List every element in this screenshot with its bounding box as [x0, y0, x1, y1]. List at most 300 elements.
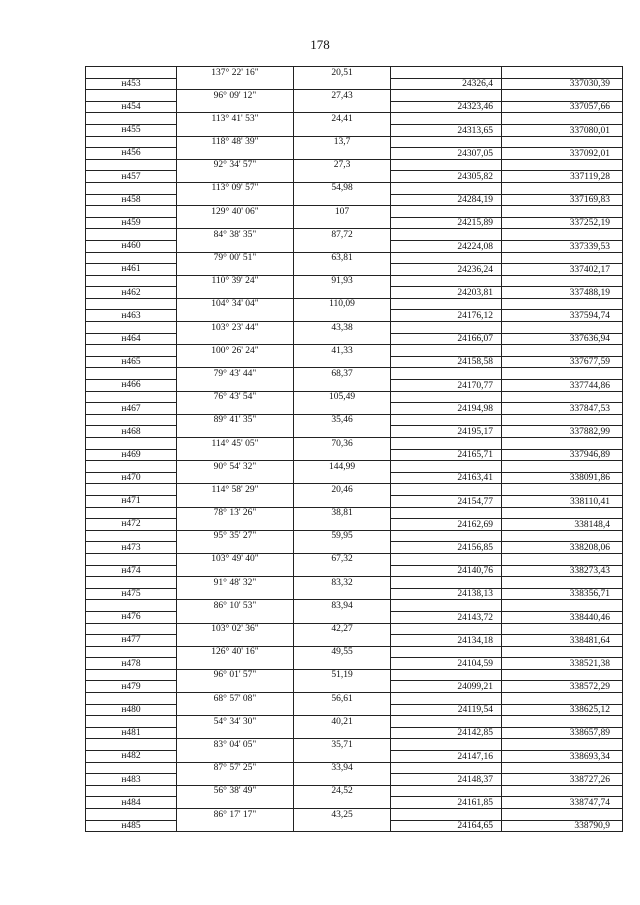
empty-cell	[502, 414, 623, 426]
empty-cell	[294, 588, 391, 600]
point-row	[86, 472, 623, 484]
x-coordinate-cell: 24195,17	[391, 426, 502, 438]
y-coordinate-cell: 338356,71	[502, 588, 623, 600]
empty-cell	[294, 797, 391, 809]
point-name-cell: н476	[86, 611, 177, 623]
x-coordinate-cell: 24224,08	[391, 240, 502, 252]
empty-cell	[502, 67, 623, 79]
x-coordinate-cell: 24162,69	[391, 519, 502, 531]
point-row	[86, 356, 623, 368]
distance-cell: 144,99	[294, 461, 391, 473]
point-name-cell: н473	[86, 542, 177, 554]
empty-cell	[502, 298, 623, 310]
empty-cell	[391, 391, 502, 403]
empty-cell	[177, 820, 294, 832]
empty-cell	[391, 553, 502, 565]
point-row	[86, 681, 623, 693]
page-number: 178	[310, 37, 330, 52]
empty-cell	[294, 380, 391, 392]
point-name-cell: н477	[86, 635, 177, 647]
point-name-cell: н462	[86, 287, 177, 299]
distance-cell: 20,51	[294, 67, 391, 79]
empty-cell	[86, 206, 177, 218]
empty-cell	[502, 229, 623, 241]
angle-cell: 126° 40' 16"	[177, 646, 294, 658]
angle-cell: 86° 10' 53"	[177, 600, 294, 612]
distance-cell: 38,81	[294, 507, 391, 519]
angle-cell: 100° 26' 24"	[177, 345, 294, 357]
point-row	[86, 820, 623, 832]
empty-cell	[294, 310, 391, 322]
point-name-cell: н456	[86, 148, 177, 160]
segment-row	[86, 159, 623, 171]
empty-cell	[86, 182, 177, 194]
y-coordinate-cell: 338790,9	[502, 820, 623, 832]
distance-cell: 70,36	[294, 438, 391, 450]
segment-row	[86, 762, 623, 774]
empty-cell	[294, 704, 391, 716]
empty-cell	[391, 809, 502, 821]
distance-cell: 42,27	[294, 623, 391, 635]
empty-cell	[177, 565, 294, 577]
angle-cell: 87° 57' 25"	[177, 762, 294, 774]
segment-row	[86, 229, 623, 241]
point-name-cell: н470	[86, 472, 177, 484]
empty-cell	[502, 785, 623, 797]
angle-cell: 113° 41' 53"	[177, 113, 294, 125]
point-row	[86, 287, 623, 299]
empty-cell	[177, 124, 294, 136]
empty-cell	[294, 240, 391, 252]
x-coordinate-cell: 24194,98	[391, 403, 502, 415]
distance-cell: 83,32	[294, 577, 391, 589]
point-name-cell: н453	[86, 78, 177, 90]
distance-cell: 43,38	[294, 322, 391, 334]
x-coordinate-cell: 24203,81	[391, 287, 502, 299]
y-coordinate-cell: 338481,64	[502, 635, 623, 647]
segment-row	[86, 136, 623, 148]
boundary-coordinates-table	[85, 66, 623, 832]
segment-row	[86, 414, 623, 426]
segment-row	[86, 113, 623, 125]
empty-cell	[502, 438, 623, 450]
empty-cell	[502, 577, 623, 589]
empty-cell	[502, 345, 623, 357]
point-name-cell: н457	[86, 171, 177, 183]
segment-row	[86, 693, 623, 705]
empty-cell	[86, 298, 177, 310]
empty-cell	[391, 252, 502, 264]
empty-cell	[502, 275, 623, 287]
x-coordinate-cell: 24170,77	[391, 380, 502, 392]
empty-cell	[86, 368, 177, 380]
y-coordinate-cell: 338657,89	[502, 727, 623, 739]
empty-cell	[391, 414, 502, 426]
point-name-cell: н481	[86, 727, 177, 739]
empty-cell	[86, 809, 177, 821]
x-coordinate-cell: 24142,85	[391, 727, 502, 739]
empty-cell	[86, 716, 177, 728]
empty-cell	[177, 333, 294, 345]
point-row	[86, 124, 623, 136]
y-coordinate-cell: 337339,53	[502, 240, 623, 252]
empty-cell	[502, 762, 623, 774]
x-coordinate-cell: 24166,07	[391, 333, 502, 345]
y-coordinate-cell: 338572,29	[502, 681, 623, 693]
empty-cell	[294, 635, 391, 647]
segment-row	[86, 391, 623, 403]
point-name-cell: н483	[86, 774, 177, 786]
segment-row	[86, 252, 623, 264]
point-row	[86, 264, 623, 276]
point-row	[86, 495, 623, 507]
y-coordinate-cell: 338521,38	[502, 658, 623, 670]
empty-cell	[294, 565, 391, 577]
y-coordinate-cell: 337119,28	[502, 171, 623, 183]
empty-cell	[502, 530, 623, 542]
empty-cell	[86, 646, 177, 658]
empty-cell	[86, 438, 177, 450]
point-row	[86, 403, 623, 415]
empty-cell	[86, 229, 177, 241]
segment-row	[86, 739, 623, 751]
segment-row	[86, 669, 623, 681]
distance-cell: 33,94	[294, 762, 391, 774]
angle-cell: 137° 22' 16"	[177, 67, 294, 79]
point-row	[86, 171, 623, 183]
empty-cell	[391, 298, 502, 310]
distance-cell: 67,32	[294, 553, 391, 565]
angle-cell: 79° 43' 44"	[177, 368, 294, 380]
empty-cell	[502, 553, 623, 565]
empty-cell	[86, 345, 177, 357]
empty-cell	[391, 206, 502, 218]
angle-cell: 89° 41' 35"	[177, 414, 294, 426]
point-name-cell: н478	[86, 658, 177, 670]
empty-cell	[391, 600, 502, 612]
y-coordinate-cell: 338110,41	[502, 495, 623, 507]
x-coordinate-cell: 24165,71	[391, 449, 502, 461]
y-coordinate-cell: 337252,19	[502, 217, 623, 229]
empty-cell	[177, 426, 294, 438]
empty-cell	[86, 530, 177, 542]
angle-cell: 114° 45' 05"	[177, 438, 294, 450]
empty-cell	[177, 751, 294, 763]
empty-cell	[86, 252, 177, 264]
point-row	[86, 380, 623, 392]
point-name-cell: н475	[86, 588, 177, 600]
y-coordinate-cell: 337092,01	[502, 148, 623, 160]
empty-cell	[177, 240, 294, 252]
empty-cell	[391, 322, 502, 334]
x-coordinate-cell: 24119,54	[391, 704, 502, 716]
empty-cell	[391, 716, 502, 728]
empty-cell	[177, 449, 294, 461]
angle-cell: 114° 58' 29"	[177, 484, 294, 496]
x-coordinate-cell: 24313,65	[391, 124, 502, 136]
y-coordinate-cell: 337402,17	[502, 264, 623, 276]
distance-cell: 35,46	[294, 414, 391, 426]
point-row	[86, 797, 623, 809]
point-row	[86, 217, 623, 229]
segment-row	[86, 716, 623, 728]
angle-cell: 83° 04' 05"	[177, 739, 294, 751]
empty-cell	[294, 264, 391, 276]
distance-cell: 59,95	[294, 530, 391, 542]
y-coordinate-cell: 338747,74	[502, 797, 623, 809]
point-name-cell: н479	[86, 681, 177, 693]
segment-row	[86, 182, 623, 194]
segment-row	[86, 345, 623, 357]
segment-row	[86, 461, 623, 473]
empty-cell	[502, 182, 623, 194]
x-coordinate-cell: 24154,77	[391, 495, 502, 507]
empty-cell	[177, 78, 294, 90]
empty-cell	[391, 785, 502, 797]
empty-cell	[177, 310, 294, 322]
empty-cell	[502, 252, 623, 264]
empty-cell	[391, 345, 502, 357]
x-coordinate-cell: 24148,37	[391, 774, 502, 786]
x-coordinate-cell: 24099,21	[391, 681, 502, 693]
point-row	[86, 426, 623, 438]
segment-row	[86, 322, 623, 334]
empty-cell	[294, 356, 391, 368]
point-name-cell: н466	[86, 380, 177, 392]
empty-cell	[502, 90, 623, 102]
point-row	[86, 449, 623, 461]
empty-cell	[391, 530, 502, 542]
point-name-cell: н472	[86, 519, 177, 531]
angle-cell: 56° 38' 49"	[177, 785, 294, 797]
empty-cell	[177, 472, 294, 484]
empty-cell	[294, 449, 391, 461]
x-coordinate-cell: 24163,41	[391, 472, 502, 484]
empty-cell	[86, 553, 177, 565]
point-row	[86, 774, 623, 786]
point-row	[86, 310, 623, 322]
x-coordinate-cell: 24323,46	[391, 101, 502, 113]
y-coordinate-cell: 337030,39	[502, 78, 623, 90]
empty-cell	[177, 727, 294, 739]
point-name-cell: н467	[86, 403, 177, 415]
empty-cell	[86, 90, 177, 102]
empty-cell	[294, 403, 391, 415]
y-coordinate-cell: 337677,59	[502, 356, 623, 368]
empty-cell	[502, 113, 623, 125]
empty-cell	[294, 171, 391, 183]
point-name-cell: н484	[86, 797, 177, 809]
segment-row	[86, 275, 623, 287]
empty-cell	[391, 669, 502, 681]
angle-cell: 113° 09' 57"	[177, 182, 294, 194]
point-row	[86, 658, 623, 670]
point-row	[86, 542, 623, 554]
empty-cell	[502, 809, 623, 821]
distance-cell: 91,93	[294, 275, 391, 287]
distance-cell: 110,09	[294, 298, 391, 310]
point-row	[86, 78, 623, 90]
point-name-cell: н469	[86, 449, 177, 461]
empty-cell	[391, 275, 502, 287]
empty-cell	[391, 693, 502, 705]
empty-cell	[86, 414, 177, 426]
y-coordinate-cell: 337744,86	[502, 380, 623, 392]
empty-cell	[391, 113, 502, 125]
distance-cell: 56,61	[294, 693, 391, 705]
empty-cell	[294, 78, 391, 90]
x-coordinate-cell: 24326,4	[391, 78, 502, 90]
empty-cell	[391, 159, 502, 171]
point-name-cell: н460	[86, 240, 177, 252]
empty-cell	[86, 136, 177, 148]
empty-cell	[294, 101, 391, 113]
point-name-cell: н455	[86, 124, 177, 136]
x-coordinate-cell: 24134,18	[391, 635, 502, 647]
angle-cell: 68° 57' 08"	[177, 693, 294, 705]
empty-cell	[86, 623, 177, 635]
point-row	[86, 148, 623, 160]
empty-cell	[294, 519, 391, 531]
distance-cell: 105,49	[294, 391, 391, 403]
point-row	[86, 635, 623, 647]
x-coordinate-cell: 24164,65	[391, 820, 502, 832]
angle-cell: 78° 13' 26"	[177, 507, 294, 519]
empty-cell	[502, 368, 623, 380]
empty-cell	[86, 785, 177, 797]
empty-cell	[502, 159, 623, 171]
angle-cell: 96° 01' 57"	[177, 669, 294, 681]
x-coordinate-cell: 24305,82	[391, 171, 502, 183]
distance-cell: 87,72	[294, 229, 391, 241]
point-name-cell: н461	[86, 264, 177, 276]
empty-cell	[177, 287, 294, 299]
point-row	[86, 519, 623, 531]
empty-cell	[502, 669, 623, 681]
empty-cell	[86, 669, 177, 681]
empty-cell	[502, 507, 623, 519]
x-coordinate-cell: 24156,85	[391, 542, 502, 554]
point-row	[86, 727, 623, 739]
distance-cell: 83,94	[294, 600, 391, 612]
point-name-cell: н474	[86, 565, 177, 577]
distance-cell: 27,3	[294, 159, 391, 171]
angle-cell: 110° 39' 24"	[177, 275, 294, 287]
empty-cell	[391, 762, 502, 774]
empty-cell	[391, 90, 502, 102]
x-coordinate-cell: 24138,13	[391, 588, 502, 600]
empty-cell	[177, 542, 294, 554]
y-coordinate-cell: 338273,43	[502, 565, 623, 577]
distance-cell: 35,71	[294, 739, 391, 751]
empty-cell	[294, 658, 391, 670]
empty-cell	[177, 194, 294, 206]
y-coordinate-cell: 338148,4	[502, 519, 623, 531]
angle-cell: 54° 34' 30"	[177, 716, 294, 728]
empty-cell	[177, 681, 294, 693]
y-coordinate-cell: 338727,26	[502, 774, 623, 786]
empty-cell	[294, 751, 391, 763]
empty-cell	[177, 774, 294, 786]
empty-cell	[502, 716, 623, 728]
point-name-cell: н480	[86, 704, 177, 716]
y-coordinate-cell: 338693,34	[502, 751, 623, 763]
point-row	[86, 588, 623, 600]
x-coordinate-cell: 24284,19	[391, 194, 502, 206]
segment-row	[86, 206, 623, 218]
y-coordinate-cell: 337057,66	[502, 101, 623, 113]
y-coordinate-cell: 338208,06	[502, 542, 623, 554]
empty-cell	[391, 577, 502, 589]
angle-cell: 90° 54' 32"	[177, 461, 294, 473]
empty-cell	[86, 762, 177, 774]
point-name-cell: н464	[86, 333, 177, 345]
segment-row	[86, 600, 623, 612]
empty-cell	[86, 461, 177, 473]
empty-cell	[502, 646, 623, 658]
empty-cell	[294, 287, 391, 299]
segment-row	[86, 507, 623, 519]
point-row	[86, 611, 623, 623]
angle-cell: 86° 17' 17"	[177, 809, 294, 821]
angle-cell: 91° 48' 32"	[177, 577, 294, 589]
empty-cell	[177, 519, 294, 531]
table-body	[86, 67, 623, 832]
empty-cell	[294, 774, 391, 786]
point-row	[86, 240, 623, 252]
empty-cell	[391, 646, 502, 658]
distance-cell: 43,25	[294, 809, 391, 821]
empty-cell	[177, 380, 294, 392]
empty-cell	[502, 484, 623, 496]
point-name-cell: н458	[86, 194, 177, 206]
empty-cell	[177, 403, 294, 415]
empty-cell	[86, 391, 177, 403]
angle-cell: 96° 09' 12"	[177, 90, 294, 102]
angle-cell: 76° 43' 54"	[177, 391, 294, 403]
distance-cell: 27,43	[294, 90, 391, 102]
empty-cell	[177, 264, 294, 276]
empty-cell	[86, 577, 177, 589]
point-row	[86, 565, 623, 577]
empty-cell	[502, 461, 623, 473]
y-coordinate-cell: 338625,12	[502, 704, 623, 716]
point-name-cell: н454	[86, 101, 177, 113]
distance-cell: 49,55	[294, 646, 391, 658]
empty-cell	[86, 693, 177, 705]
x-coordinate-cell: 24236,24	[391, 264, 502, 276]
segment-row	[86, 67, 623, 79]
angle-cell: 84° 38' 35"	[177, 229, 294, 241]
empty-cell	[177, 588, 294, 600]
empty-cell	[391, 438, 502, 450]
point-row	[86, 751, 623, 763]
x-coordinate-cell: 24176,12	[391, 310, 502, 322]
empty-cell	[177, 495, 294, 507]
empty-cell	[502, 739, 623, 751]
angle-cell: 118° 48' 39"	[177, 136, 294, 148]
y-coordinate-cell: 337169,83	[502, 194, 623, 206]
x-coordinate-cell: 24307,05	[391, 148, 502, 160]
empty-cell	[502, 391, 623, 403]
x-coordinate-cell: 24158,58	[391, 356, 502, 368]
angle-cell: 129° 40' 06"	[177, 206, 294, 218]
y-coordinate-cell: 338440,46	[502, 611, 623, 623]
empty-cell	[294, 611, 391, 623]
empty-cell	[86, 322, 177, 334]
empty-cell	[502, 623, 623, 635]
empty-cell	[391, 182, 502, 194]
